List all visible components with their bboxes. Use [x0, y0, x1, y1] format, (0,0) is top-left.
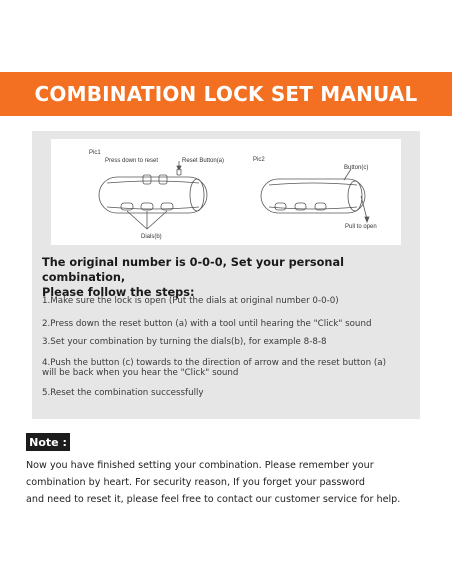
- instructions-heading: [42, 255, 412, 300]
- page-title: COMBINATION LOCK SET MANUAL: [34, 82, 418, 106]
- dials-label: Dials(b): [141, 234, 162, 240]
- lock-illustration: [51, 139, 401, 245]
- step-5: 5.Reset the combination successfully: [42, 388, 204, 398]
- lock-pic1: [99, 161, 207, 229]
- note-line-2: combination by heart. For security reason, If you forget your password: [26, 477, 365, 488]
- pic1-label: Pic1: [89, 150, 101, 156]
- lock-diagram: [51, 139, 401, 245]
- instruction-panel: [32, 131, 420, 419]
- step-1: 1.Make sure the lock is open (Put the dials at original number 0-0-0): [42, 296, 339, 306]
- press-down-label: Press down to reset: [105, 158, 159, 164]
- button-c-label: Button(c): [344, 165, 369, 171]
- lock-pic2: [261, 169, 369, 222]
- title-banner: [0, 72, 452, 116]
- step-2: 2.Press down the reset button (a) with a tool until hearing the "Click" sound: [42, 319, 372, 329]
- step-4: [42, 358, 414, 378]
- note-label: Note :: [26, 433, 70, 451]
- note-line-3: and need to reset it, please feel free to contact our customer service for help.: [26, 494, 401, 505]
- step-4-line-2: will be back when you hear the "Click" sound: [42, 368, 239, 378]
- heading-line-2: Please follow the steps:: [42, 286, 195, 299]
- note-line-1: Now you have finished setting your combination. Please remember your: [26, 460, 374, 471]
- pic2-label: Pic2: [253, 157, 265, 163]
- step-3: 3.Set your combination by turning the dials(b), for example 8-8-8: [42, 337, 327, 347]
- reset-button-label: Reset Button(a): [182, 158, 225, 164]
- step-4-line-1: 4.Push the button (c) towards to the direction of arrow and the reset button (a): [42, 358, 386, 368]
- pull-to-open-label: Pull to open: [345, 224, 377, 230]
- heading-line-1: The original number is 0-0-0, Set your personal combination,: [42, 256, 344, 284]
